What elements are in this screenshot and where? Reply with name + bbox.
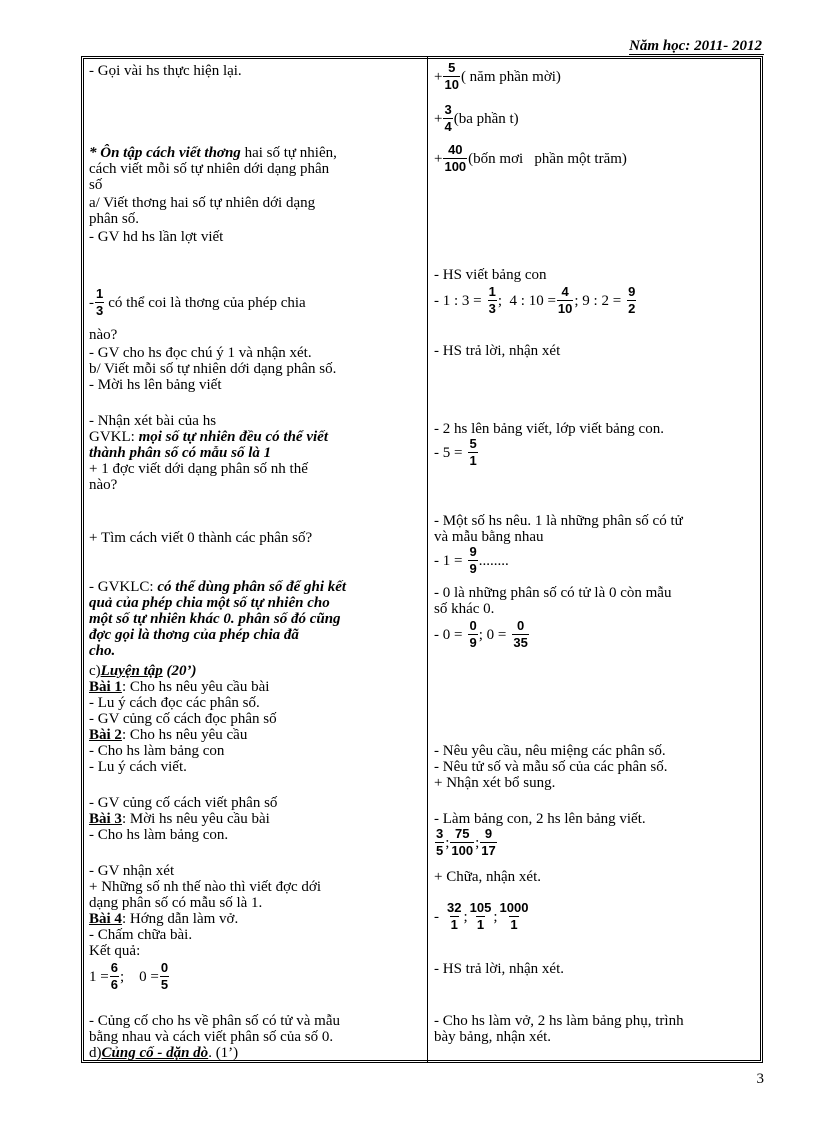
numerator: 0 <box>160 960 169 975</box>
separator: ; <box>445 834 450 851</box>
whole-number-fractions <box>434 901 530 932</box>
denominator: 10 <box>444 77 459 92</box>
bai4-line <box>89 911 238 927</box>
right-line: + Nhận xét bổ sung. <box>434 775 556 791</box>
left-line: cho. <box>89 643 116 659</box>
fraction-one-third-answer <box>488 285 497 316</box>
review-title: * Ôn tập cách viết thơng <box>89 145 241 161</box>
denominator: 1 <box>450 917 458 932</box>
right-line: và mẫu bằng nhau <box>434 529 544 545</box>
fraction-nine-halves <box>627 285 636 316</box>
left-line: quả của phép chia một số tự nhiên cho <box>89 595 330 611</box>
dash-text: - <box>434 908 439 925</box>
denominator: 9 <box>469 635 477 650</box>
left-line: - GV hd hs lần lợt viết <box>89 229 224 245</box>
left-line: - Chấm chữa bài. <box>89 927 193 943</box>
separator: ; <box>475 834 480 851</box>
left-line: cách viết mỗi số tự nhiên dới dạng phân <box>89 161 330 177</box>
fraction-reading: ( năm phần mời) <box>460 68 561 85</box>
bai2-line <box>89 727 247 743</box>
fraction-75-hundredths <box>450 827 474 858</box>
left-line: - Gọi vài hs thực hiện lại. <box>89 63 242 79</box>
left-line: - Lu ý cách viết. <box>89 759 187 775</box>
eq-text: ; 4 : 10 = <box>497 292 556 309</box>
right-line: - Cho hs làm vở, 2 hs làm bảng phụ, trình <box>434 1013 684 1029</box>
denominator: 35 <box>513 635 528 650</box>
ellipsis-dots: ........ <box>478 552 509 569</box>
section-c-time: (20’) <box>162 663 197 679</box>
denominator: 4 <box>444 119 452 134</box>
fraction-line-forty-hundredths <box>434 143 627 174</box>
fraction-three-fourths <box>443 103 452 134</box>
fraction-five-over-one <box>468 437 477 468</box>
left-line: nào? <box>89 477 118 493</box>
fraction-six-sixths <box>110 961 119 992</box>
gvkl-label: GVKL: <box>89 429 135 445</box>
eq-text: - 1 : 3 = <box>434 292 482 309</box>
denominator: 1 <box>510 917 518 932</box>
review-title-rest: hai số tự nhiên, <box>240 145 337 161</box>
plus-sign: + <box>434 68 443 85</box>
left-line: một số tự nhiên khác 0. phân số đó cũng <box>89 611 341 627</box>
fraction-three-fifths <box>435 827 444 858</box>
numerator: 3 <box>444 102 452 117</box>
left-line: - Cho hs làm bảng con <box>89 743 225 759</box>
right-line: - Làm bảng con, 2 hs lên bảng viết. <box>434 811 646 827</box>
right-line: - Nêu tử số và mẫu số của các phân số. <box>434 759 668 775</box>
gvklc-text: có thể dùng phân số để ghi kết <box>153 579 347 595</box>
right-line: + Chữa, nhận xét. <box>434 869 541 885</box>
left-line: b/ Viết mỗi số tự nhiên dới dạng phân số. <box>89 361 337 377</box>
right-line: - Một số hs nêu. 1 là những phân số có tử <box>434 513 683 529</box>
left-line: - GV nhận xét <box>89 863 175 879</box>
fraction-105-over-1 <box>469 901 493 932</box>
fraction-four-tenths <box>557 285 573 316</box>
left-line: - Mời hs lên bảng viết <box>89 377 222 393</box>
zero-equation <box>434 619 530 650</box>
review-heading <box>89 145 337 161</box>
denominator: 1 <box>469 453 477 468</box>
left-line: phân số. <box>89 211 139 227</box>
fraction-reading: (bốn mơi phần một trăm) <box>468 150 627 167</box>
denominator: 100 <box>444 159 467 174</box>
denominator: 2 <box>628 301 636 316</box>
gvkl-line <box>89 429 328 445</box>
question-text: có thể coi là thơng của phép chia <box>108 294 306 311</box>
result-fractions <box>89 961 170 992</box>
right-line: - HS trả lời, nhận xét. <box>434 961 564 977</box>
result-one: 1 = <box>89 968 109 985</box>
fraction-1000-over-1 <box>499 901 530 932</box>
numerator: 5 <box>448 60 456 75</box>
bai3-line <box>89 811 270 827</box>
left-line: dạng phân số có mẫu số là 1. <box>89 895 263 911</box>
denominator: 5 <box>160 977 169 992</box>
section-d-time: . (1’) <box>208 1045 239 1061</box>
section-d-prefix: d) <box>89 1045 102 1061</box>
numerator: 1 <box>488 284 496 299</box>
bai4-label: Bài 4 <box>89 911 122 927</box>
left-line: - GV củng cố cách đọc phân số <box>89 711 277 727</box>
denominator: 3 <box>96 303 104 318</box>
numerator: 32 <box>447 900 462 915</box>
right-line: số khác 0. <box>434 601 495 617</box>
denominator: 10 <box>557 301 573 316</box>
numerator: 9 <box>469 544 477 559</box>
bai2-text: : Cho hs nêu yêu cầu <box>121 727 248 743</box>
denominator: 5 <box>436 843 444 858</box>
fraction-zero-ninths <box>468 619 477 650</box>
denominator: 1 <box>476 917 485 932</box>
numerator: 4 <box>561 284 569 299</box>
one-equation <box>434 545 509 576</box>
left-line: bằng nhau và cách viết phân số của số 0. <box>89 1029 334 1045</box>
denominator: 100 <box>451 843 474 858</box>
fraction-32-over-1 <box>446 901 462 932</box>
numerator: 1 <box>96 286 104 301</box>
bai1-label: Bài 1 <box>89 679 122 695</box>
section-c-prefix: c) <box>89 663 101 679</box>
page-number: 3 <box>756 1071 764 1087</box>
separator: ; <box>493 908 498 925</box>
section-d-heading <box>89 1045 238 1061</box>
right-line: - 0 là những phân số có tử là 0 còn mẫu <box>434 585 672 601</box>
bai1-text: : Cho hs nêu yêu cầu bài <box>121 679 270 695</box>
five-equation <box>434 437 479 468</box>
denominator: 3 <box>488 301 496 316</box>
numerator: 6 <box>110 960 118 975</box>
numerator: 1000 <box>499 900 529 915</box>
gvklc-label: - GVKLC: <box>89 579 154 595</box>
left-line: + 1 đợc viết dới dạng phân số nh thế <box>89 461 308 477</box>
eq-text: ; 9 : 2 = <box>574 292 622 309</box>
right-line: bày bảng, nhận xét. <box>434 1029 552 1045</box>
bai4-text: : Hớng dẫn làm vở. <box>121 911 239 927</box>
fraction-one-third <box>95 287 104 318</box>
bai3-text: : Mời hs nêu yêu cầu bài <box>121 811 270 827</box>
right-line: - HS viết bảng con <box>434 267 547 283</box>
left-line: + Những số nh thế nào thì viết đợc dới <box>89 879 322 895</box>
left-line: thành phân số có mẫu số là 1 <box>89 445 272 461</box>
left-line: - GV cho hs đọc chú ý 1 và nhận xét. <box>89 345 312 361</box>
plus-sign: + <box>434 110 443 127</box>
fraction-nine-seventeenths <box>480 827 496 858</box>
eq-text: - 5 = <box>434 444 463 461</box>
column-divider <box>427 57 428 1062</box>
fraction-zero-over-35 <box>512 619 528 650</box>
fraction-forty-hundredths <box>443 143 467 174</box>
result-mid: ; 0 = <box>119 968 159 985</box>
left-line: a/ Viết thơng hai số tự nhiên dới dạng <box>89 195 316 211</box>
denominator: 6 <box>110 977 118 992</box>
left-line: số <box>89 177 103 193</box>
eq-text: - 0 = <box>434 626 463 643</box>
left-line: đợc gọi là thơng của phép chia đã <box>89 627 299 643</box>
dash-text: - <box>89 294 94 311</box>
left-line: - Cho hs làm bảng con. <box>89 827 229 843</box>
left-line: Kết quả: <box>89 943 141 959</box>
numerator: 0 <box>516 618 525 633</box>
section-c-title: Luyện tập <box>100 663 163 679</box>
fraction-line-three-fourths <box>434 103 519 134</box>
numerator: 9 <box>484 826 493 841</box>
section-c-heading <box>89 663 197 679</box>
school-year-header: Năm học: 2011- 2012 <box>629 38 762 54</box>
numerator: 5 <box>469 436 477 451</box>
left-line: - Củng cố cho hs về phân số có tử và mẫu <box>89 1013 340 1029</box>
bai3-label: Bài 3 <box>89 811 122 827</box>
numerator: 0 <box>469 618 477 633</box>
fraction-five-tenths <box>443 61 459 92</box>
eq-text: ; 0 = <box>478 626 507 643</box>
numerator: 40 <box>448 142 463 157</box>
numerator: 75 <box>455 826 470 841</box>
question-one-third <box>89 287 306 318</box>
bai2-label: Bài 2 <box>89 727 122 743</box>
separator: ; <box>463 908 468 925</box>
left-line: - GV củng cố cách viết phân số <box>89 795 278 811</box>
section-d-title: Củng cố - dặn dò <box>101 1045 209 1061</box>
left-line: - Nhận xét bài của hs <box>89 413 217 429</box>
fraction-line-five-tenths <box>434 61 561 92</box>
fraction-zero-fifths <box>160 961 169 992</box>
written-fractions <box>434 827 498 858</box>
gvklc-line <box>89 579 346 595</box>
right-line: - 2 hs lên bảng viết, lớp viết bảng con. <box>434 421 664 437</box>
right-line: - Nêu yêu cầu, nêu miệng các phân số. <box>434 743 666 759</box>
right-line: - HS trả lời, nhận xét <box>434 343 561 359</box>
fraction-reading: (ba phần t) <box>453 110 519 127</box>
bai1-line <box>89 679 269 695</box>
eq-text: - 1 = <box>434 552 463 569</box>
numerator: 105 <box>469 900 492 915</box>
division-equations <box>434 285 637 316</box>
left-line: - Lu ý cách đọc các phân số. <box>89 695 260 711</box>
denominator: 9 <box>469 561 477 576</box>
left-line: nào? <box>89 327 118 343</box>
left-line: + Tìm cách viết 0 thành các phân số? <box>89 530 313 546</box>
numerator: 3 <box>436 826 444 841</box>
numerator: 9 <box>628 284 636 299</box>
denominator: 17 <box>481 843 496 858</box>
lesson-table <box>81 56 763 1063</box>
fraction-nine-ninths <box>468 545 477 576</box>
plus-sign: + <box>434 150 443 167</box>
gvkl-text: mọi số tự nhiên đều có thể viết <box>134 429 328 445</box>
